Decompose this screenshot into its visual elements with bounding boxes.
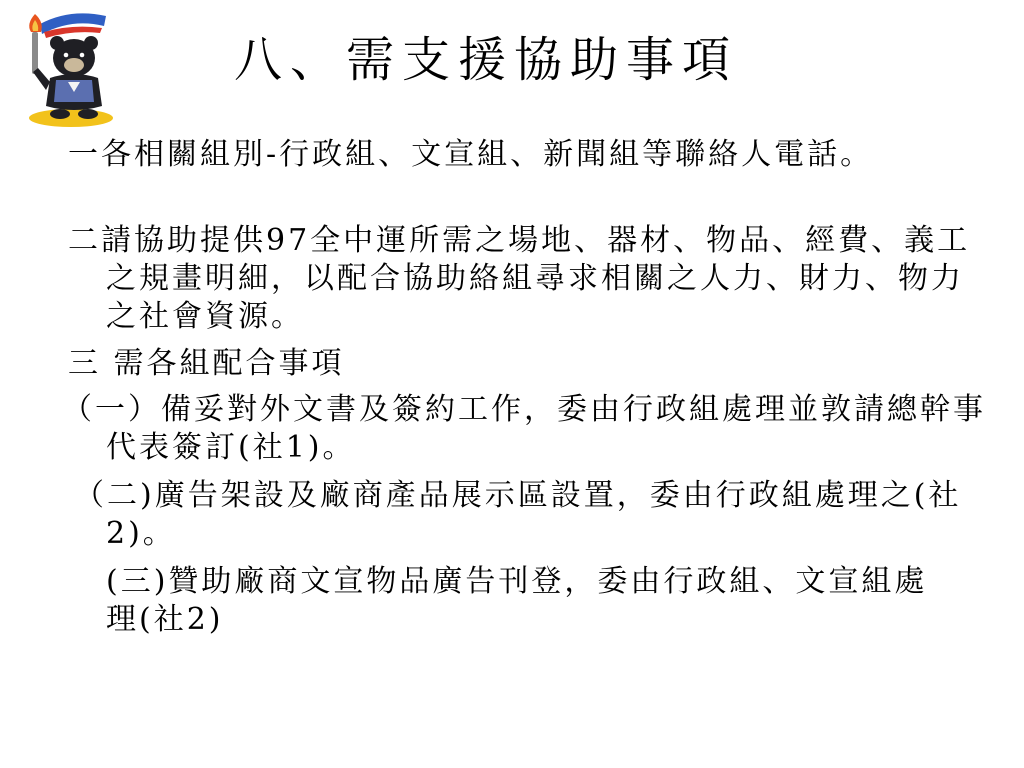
logo-bear-eye-left [64,53,69,58]
logo-bear-ear-right [84,36,98,50]
logo-bear-foot-right [78,109,98,119]
list-item-sponsor-ads: (三)贊助廠商文宣物品廣告刊登，委由行政組、文宣組處理(社2) [106,564,928,637]
list-item-contact-phones: 一各相關組別-行政組、文宣組、新聞組等聯絡人電話。 [68,137,874,172]
list-item-resource-request: 二請協助提供97全中運所需之場地、器材、物品、經費、義工之規畫明細，以配合協助絡組尋求相關之人力、財力、物力之社會資源。 [68,223,971,334]
logo-bear-foot-left [50,109,70,119]
bear-mascot-torch-icon [10,2,132,130]
logo-bear-eye-right [80,53,85,58]
logo-bear-ear-left [50,36,64,50]
logo-bear-arm [33,68,50,90]
slide-title: 八、需支援協助事項 [234,32,739,88]
logo-base [29,109,113,127]
list-item-ad-display-area: （二)廣告架設及廠商產品展示區設置，委由行政組處理之(社2)。 [74,478,962,551]
list-item-coordination-heading: 三 需各組配合事項 [68,346,345,381]
logo-torch-handle [32,32,38,74]
list-item-documents-contracts: （一）備妥對外文書及簽約工作，委由行政組處理並敦請總幹事代表簽訂(社1)。 [62,392,986,465]
logo-bear-muzzle [64,58,84,72]
